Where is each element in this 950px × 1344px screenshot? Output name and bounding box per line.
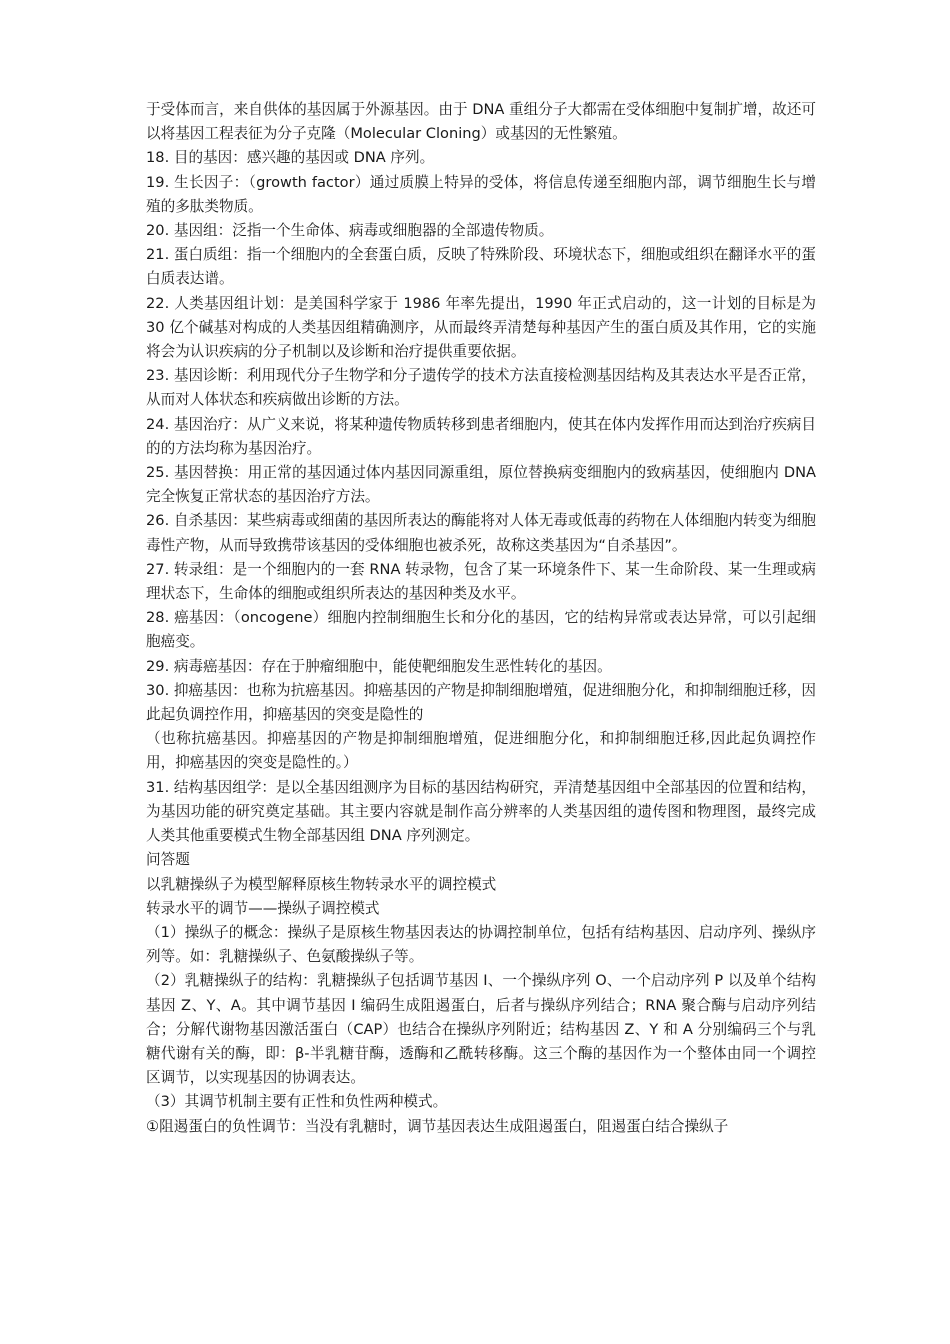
answer-point-3: （3）其调节机制主要有正性和负性两种模式。 <box>146 1093 448 1111</box>
paragraph-item-18: 18. 目的基因：感兴趣的基因或 DNA 序列。 <box>146 149 435 167</box>
paragraph-item-28: 28. 癌基因：（oncogene）细胞内控制细胞生长和分化的基因，它的结构异常或表达异常，可以引起细胞癌变。 <box>146 609 816 651</box>
paragraph-item-29: 29. 病毒癌基因：存在于肿瘤细胞中，能使靶细胞发生恶性转化的基因。 <box>146 657 612 675</box>
paragraph-item-25: 25. 基因替换：用正常的基因通过体内基因同源重组，原位替换病变细胞内的致病基因，使细胞内 DNA 完全恢复正常状态的基因治疗方法。 <box>146 464 816 506</box>
question-title: 以乳糖操纵子为模型解释原核生物转录水平的调控模式 <box>146 875 497 893</box>
paragraph-item-23: 23. 基因诊断：利用现代分子生物学和分子遗传学的技术方法直接检测基因结构及其表达水平是否正常，从而对人体状态和疾病做出诊断的方法。 <box>146 367 816 409</box>
paragraph-item-31: 31. 结构基因组学：是以全基因组测序为目标的基因结构研究，弄清楚基因组中全部基因的位置和结构，为基因功能的研究奠定基础。其主要内容就是制作高分辨率的人类基因组的遗传图和物理图，最终完成人类其他重要模式生物全部基因组 DNA 序列测定。 <box>146 778 816 845</box>
paragraph-intro-continued: 于受体而言，来自供体的基因属于外源基因。由于 DNA 重组分子大都需在受体细胞中复制扩增，故还可以将基因工程表征为分子克隆（Molecular Cloning）或基因的无性繁殖。 <box>146 101 816 143</box>
document-page <box>146 98 816 1139</box>
paragraph-item-26: 26. 自杀基因：某些病毒或细菌的基因所表达的酶能将对人体无毒或低毒的药物在人体细胞内转变为细胞毒性产物，从而导致携带该基因的受体细胞也被杀死，故称这类基因为“自杀基因”。 <box>146 512 816 554</box>
answer-subtitle: 转录水平的调节——操纵子调控模式 <box>146 899 380 917</box>
section-heading: 问答题 <box>146 851 190 869</box>
paragraph-item-20: 20. 基因组：泛指一个生命体、病毒或细胞器的全部遗传物质。 <box>146 222 554 240</box>
paragraph-item-30-note: （也称抗癌基因。抑癌基因的产物是抑制细胞增殖，促进细胞分化，和抑制细胞迁移,因此起负调控作用，抑癌基因的突变是隐性的。） <box>146 730 816 772</box>
paragraph-item-19: 19. 生长因子：（growth factor）通过质膜上特异的受体，将信息传递至细胞内部，调节细胞生长与增殖的多肽类物质。 <box>146 173 816 215</box>
paragraph-item-22: 22. 人类基因组计划：是美国科学家于 1986 年率先提出，1990 年正式启动的，这一计划的目标是为 30 亿个碱基对构成的人类基因组精确测序，从而最终弄清楚每种基因产生的蛋白质及其作用，它的实施将会为认识疾病的分子机制以及诊断和治疗提供重要依据。 <box>146 294 816 361</box>
paragraph-item-27: 27. 转录组：是一个细胞内的一套 RNA 转录物，包含了某一环境条件下、某一生命阶段、某一生理或病理状态下，生命体的细胞或组织所表达的基因种类及水平。 <box>146 560 816 603</box>
answer-point-3-1: ①阻遏蛋白的负性调节：当没有乳糖时，调节基因表达生成阻遏蛋白，阻遏蛋白结合操纵子 <box>146 1117 729 1135</box>
paragraph-item-21: 21. 蛋白质组：指一个细胞内的全套蛋白质，反映了特殊阶段、环境状态下，细胞或组织在翻译水平的蛋白质表达谱。 <box>146 246 816 288</box>
paragraph-item-30: 30. 抑癌基因：也称为抗癌基因。抑癌基因的产物是抑制细胞增殖，促进细胞分化，和抑制细胞迁移，因此起负调控作用，抑癌基因的突变是隐性的 <box>146 681 816 724</box>
answer-point-1: （1）操纵子的概念：操纵子是原核生物基因表达的协调控制单位，包括有结构基因、启动序列、操纵序列等。如：乳糖操纵子、色氨酸操纵子等。 <box>146 923 816 966</box>
answer-point-2: （2）乳糖操纵子的结构：乳糖操纵子包括调节基因 I、一个操纵序列 O、一个启动序列 P 以及单个结构基因 Z、Y、A。其中调节基因 I 编码生成阻遏蛋白，后者与操纵序列结合；RNA 聚合酶与启动序列结合；分解代谢物基因激活蛋白（CAP）也结合在操纵序列附近；结构基因 Z、Y 和 A 分别编码三个与乳糖代谢有关的酶，即：β-半乳糖苷酶，透酶和乙酰转移酶。这三个酶的基因作为一个整体由同一个调控区调节，以实现基因的协调表达。 <box>146 972 816 1087</box>
paragraph-item-24: 24. 基因治疗：从广义来说，将某种遗传物质转移到患者细胞内，使其在体内发挥作用而达到治疗疾病目的的方法均称为基因治疗。 <box>146 415 816 457</box>
